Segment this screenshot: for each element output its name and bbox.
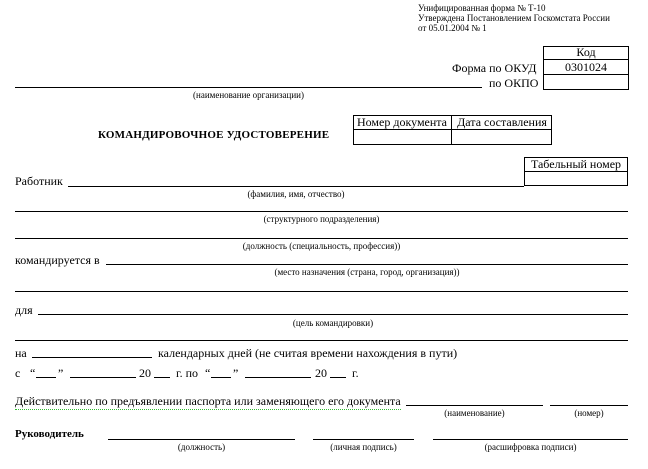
period-from-year-line[interactable] [154, 377, 170, 378]
period-to-label: г. по [176, 366, 198, 380]
destination-label: командируется в [15, 253, 100, 267]
period-to-year-line[interactable] [330, 377, 346, 378]
worker-position-line[interactable] [15, 238, 628, 239]
tab-number-header: Табельный номер [530, 157, 622, 171]
doc-date-header: Дата составления [457, 115, 547, 129]
okud-label: Форма по ОКУД [452, 61, 537, 75]
head-signature-line[interactable] [313, 439, 414, 440]
validity-text: Действительно по предъявлении паспорта или заменяющего его документа [15, 394, 401, 408]
okpo-value[interactable] [543, 75, 629, 89]
period-quote-open-2: “ [205, 366, 211, 380]
okpo-label: по ОКПО [489, 76, 539, 90]
period-to-day-line[interactable] [211, 377, 231, 378]
worker-fio-caption: (фамилия, имя, отчество) [247, 189, 345, 199]
codes-title: Код [576, 45, 596, 59]
head-signature-caption: (личная подпись) [330, 442, 397, 452]
period-year-suffix: г. [352, 366, 359, 380]
organization-caption: (наименование организации) [193, 90, 304, 100]
period-year-prefix-1: 20 [139, 366, 151, 380]
period-from-month-line[interactable] [70, 377, 136, 378]
destination-line[interactable] [106, 264, 628, 265]
organization-line[interactable] [15, 87, 482, 88]
worker-fio-line[interactable] [68, 186, 524, 187]
duration-prefix: на [15, 346, 27, 360]
form-header-line2: Утверждена Постановлением Госкомстата России [418, 13, 610, 23]
validity-doc-number-caption: (номер) [574, 408, 604, 418]
validity-doc-name-line[interactable] [406, 405, 543, 406]
worker-position-caption: (должность (специальность, профессия)) [242, 241, 401, 251]
purpose-caption: (цель командировки) [292, 318, 374, 328]
head-position-line[interactable] [108, 439, 295, 440]
form-header [418, 3, 610, 33]
period-quote-close-1: ” [58, 366, 64, 380]
doc-date-field[interactable] [452, 130, 552, 144]
purpose-line[interactable] [38, 314, 628, 315]
head-label: Руководитель [15, 428, 84, 440]
period-quote-close-2: ” [233, 366, 239, 380]
form-header-line1: Унифицированная форма № Т-10 [418, 3, 546, 13]
head-decoding-line[interactable] [433, 439, 628, 440]
period-from-day-line[interactable] [36, 377, 56, 378]
okud-value[interactable]: 0301024 [565, 60, 607, 74]
form-header-line3: от 05.01.2004 № 1 [418, 23, 487, 33]
validity-doc-name-caption: (наименование) [444, 408, 505, 418]
destination-caption: (место назначения (страна, город, организация)) [274, 267, 460, 277]
period-quote-open-1: “ [30, 366, 36, 380]
doc-number-field[interactable] [353, 130, 451, 144]
worker-dept-line[interactable] [15, 211, 628, 212]
worker-label: Работник [15, 174, 63, 188]
document-title: КОМАНДИРОВОЧНОЕ УДОСТОВЕРЕНИЕ [98, 129, 330, 141]
head-decoding-caption: (расшифровка подписи) [484, 442, 577, 452]
period-to-month-line[interactable] [245, 377, 311, 378]
destination-line-2[interactable] [15, 291, 628, 292]
validity-doc-number-line[interactable] [550, 405, 628, 406]
duration-suffix: календарных дней (не считая времени нахождения в пути) [158, 346, 458, 360]
duration-days-line[interactable] [32, 357, 152, 358]
purpose-line-2[interactable] [15, 340, 628, 341]
head-position-caption: (должность) [177, 442, 226, 452]
purpose-label: для [15, 303, 33, 317]
period-year-prefix-2: 20 [315, 366, 327, 380]
worker-dept-caption: (структурного подразделения) [263, 214, 380, 224]
doc-number-header: Номер документа [356, 115, 448, 129]
period-from-label: с [15, 366, 21, 380]
tab-number-field[interactable] [524, 172, 628, 186]
